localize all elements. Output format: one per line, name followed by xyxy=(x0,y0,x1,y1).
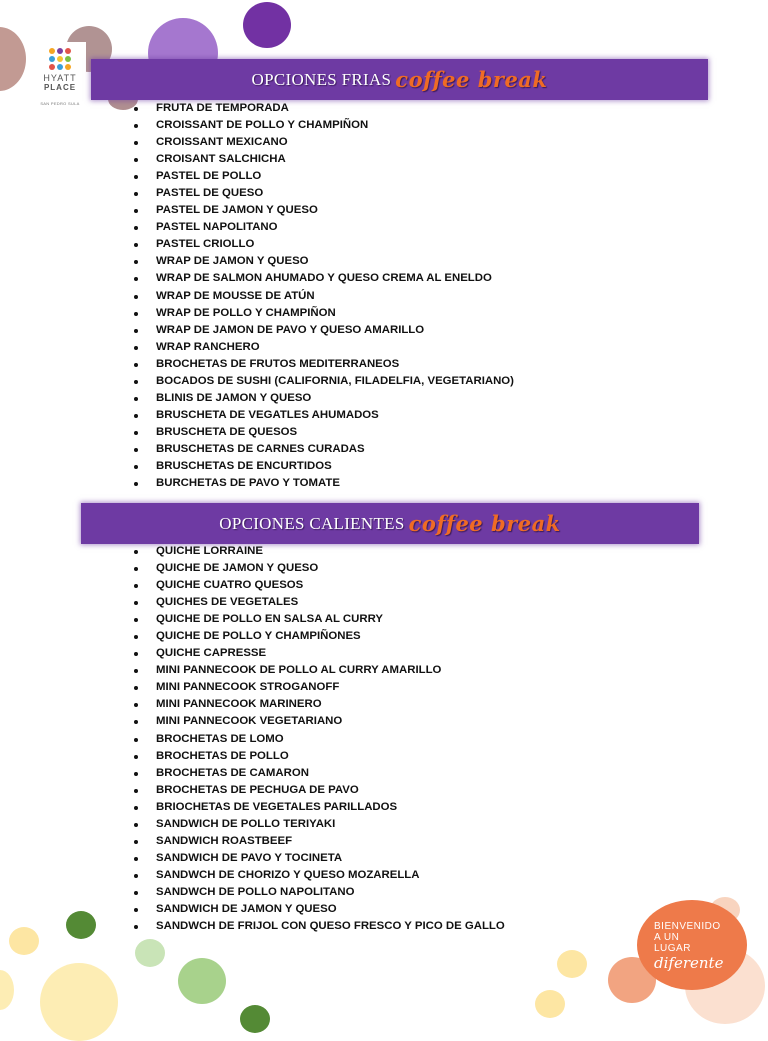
logo-mark-icon xyxy=(34,48,86,70)
menu-item: SANDWICH DE PAVO Y TOCINETA xyxy=(134,850,505,867)
decor-circle xyxy=(66,911,96,939)
section-script-title: coffee break xyxy=(395,67,548,92)
section-script-title: coffee break xyxy=(408,511,561,536)
badge-line-1: BIENVENIDO xyxy=(654,921,721,932)
menu-item: SANDWCH DE CHORIZO Y QUESO MOZARELLA xyxy=(134,867,505,884)
badge-script: diferente xyxy=(654,954,724,972)
menu-item: FRUTA DE TEMPORADA xyxy=(134,100,514,117)
menu-item: WRAP DE POLLO Y CHAMPIÑON xyxy=(134,305,514,322)
menu-item: SANDWICH DE POLLO TERIYAKI xyxy=(134,816,505,833)
menu-item: PASTEL DE JAMON Y QUESO xyxy=(134,202,514,219)
decor-circle xyxy=(178,958,226,1004)
menu-item: CROISANT SALCHICHA xyxy=(134,151,514,168)
bienvenido-badge xyxy=(637,900,747,990)
menu-item: BRUSCHETA DE VEGATLES AHUMADOS xyxy=(134,407,514,424)
menu-item: QUICHE CAPRESSE xyxy=(134,645,505,662)
hyatt-place-logo xyxy=(34,42,86,114)
decor-circle xyxy=(240,1005,270,1033)
menu-item: SANDWICH ROASTBEEF xyxy=(134,833,505,850)
menu-item: SANDWICH DE JAMON Y QUESO xyxy=(134,901,505,918)
menu-item: BRUSCHETA DE QUESOS xyxy=(134,424,514,441)
menu-item: SANDWCH DE FRIJOL CON QUESO FRESCO Y PICO DE GALLO xyxy=(134,918,505,935)
section-banner-calientes xyxy=(81,503,699,544)
menu-item: BRUSCHETAS DE ENCURTIDOS xyxy=(134,458,514,475)
decor-circle xyxy=(243,2,291,48)
menu-item: BROCHETAS DE LOMO xyxy=(134,731,505,748)
menu-item: WRAP RANCHERO xyxy=(134,339,514,356)
menu-item: PASTEL DE QUESO xyxy=(134,185,514,202)
menu-item: CROISSANT DE POLLO Y CHAMPIÑON xyxy=(134,117,514,134)
decor-circle xyxy=(535,990,565,1018)
menu-item: CROISSANT MEXICANO xyxy=(134,134,514,151)
menu-item: MINI PANNECOOK MARINERO xyxy=(134,696,505,713)
badge-line-2: A UN xyxy=(654,932,680,943)
cold-options-list xyxy=(134,100,514,492)
menu-item: BROCHETAS DE FRUTOS MEDITERRANEOS xyxy=(134,356,514,373)
decor-circle xyxy=(0,970,14,1010)
menu-item: QUICHE DE JAMON Y QUESO xyxy=(134,560,505,577)
menu-item: QUICHE DE POLLO EN SALSA AL CURRY xyxy=(134,611,505,628)
decor-circle xyxy=(135,939,165,967)
menu-item: BROCHETAS DE PECHUGA DE PAVO xyxy=(134,782,505,799)
menu-item: BOCADOS DE SUSHI (CALIFORNIA, FILADELFIA, VEGETARIANO) xyxy=(134,373,514,390)
menu-item: MINI PANNECOOK VEGETARIANO xyxy=(134,713,505,730)
menu-item: WRAP DE SALMON AHUMADO Y QUESO CREMA AL ENELDO xyxy=(134,270,514,287)
menu-item: QUICHE LORRAINE xyxy=(134,543,505,560)
menu-item: PASTEL DE POLLO xyxy=(134,168,514,185)
logo-word-place: PLACE xyxy=(43,83,77,92)
menu-item: BLINIS DE JAMON Y QUESO xyxy=(134,390,514,407)
decor-circle xyxy=(40,963,118,1041)
menu-item: BROCHETAS DE CAMARON xyxy=(134,765,505,782)
menu-item: WRAP DE JAMON DE PAVO Y QUESO AMARILLO xyxy=(134,322,514,339)
menu-item: BROCHETAS DE POLLO xyxy=(134,748,505,765)
menu-item: QUICHES DE VEGETALES xyxy=(134,594,505,611)
menu-item: WRAP DE MOUSSE DE ATÚN xyxy=(134,288,514,305)
menu-item: QUICHE CUATRO QUESOS xyxy=(134,577,505,594)
menu-item: BRIOCHETAS DE VEGETALES PARILLADOS xyxy=(134,799,505,816)
decor-circle xyxy=(0,27,26,91)
logo-subtitle: SAN PEDRO SULA xyxy=(40,101,80,106)
decor-circle xyxy=(557,950,587,978)
menu-item: QUICHE DE POLLO Y CHAMPIÑONES xyxy=(134,628,505,645)
menu-item: PASTEL NAPOLITANO xyxy=(134,219,514,236)
logo-word-hyatt: HYATT xyxy=(43,73,77,83)
hot-options-list xyxy=(134,543,505,935)
menu-item: MINI PANNECOOK STROGANOFF xyxy=(134,679,505,696)
menu-item: BRUSCHETAS DE CARNES CURADAS xyxy=(134,441,514,458)
menu-item: WRAP DE JAMON Y QUESO xyxy=(134,253,514,270)
decor-circle xyxy=(9,927,39,955)
menu-item: BURCHETAS DE PAVO Y TOMATE xyxy=(134,475,514,492)
section-banner-frias xyxy=(91,59,708,100)
menu-item: PASTEL CRIOLLO xyxy=(134,236,514,253)
badge-line-3: LUGAR xyxy=(654,943,691,954)
menu-item: MINI PANNECOOK DE POLLO AL CURRY AMARILLO xyxy=(134,662,505,679)
menu-item: SANDWCH DE POLLO NAPOLITANO xyxy=(134,884,505,901)
section-title: OPCIONES FRIAS xyxy=(251,69,392,89)
section-title: OPCIONES CALIENTES xyxy=(219,513,405,533)
